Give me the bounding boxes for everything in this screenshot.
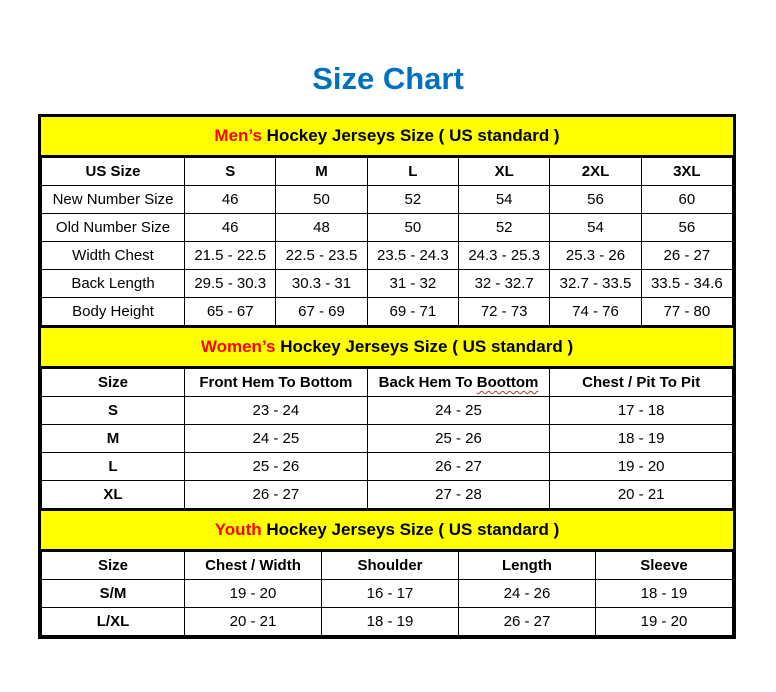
table-row xyxy=(42,214,733,242)
table-cell: 65 - 67 xyxy=(185,298,276,326)
size-chart-container xyxy=(38,114,736,639)
table-cell: 19 - 20 xyxy=(595,608,732,636)
table-row xyxy=(42,397,733,425)
table-cell: 26 - 27 xyxy=(367,453,550,481)
table-row xyxy=(42,608,733,636)
table-cell: 27 - 28 xyxy=(367,481,550,509)
column-header: Chest / Width xyxy=(185,552,322,580)
section-highlight-womens: Women’s xyxy=(200,337,276,357)
row-label: XL xyxy=(42,481,185,509)
section-womens xyxy=(41,326,733,509)
section-header-womens xyxy=(41,326,733,368)
table-cell: 18 - 19 xyxy=(595,580,732,608)
column-header: 2XL xyxy=(550,158,641,186)
column-header-row xyxy=(42,158,733,186)
table-cell: 60 xyxy=(641,186,732,214)
section-title-rest-youth: Hockey Jerseys Size ( US standard ) xyxy=(261,520,560,540)
table-cell: 24 - 25 xyxy=(367,397,550,425)
row-label: Old Number Size xyxy=(42,214,185,242)
section-header-mens xyxy=(41,117,733,157)
section-header-youth xyxy=(41,509,733,551)
column-header: Shoulder xyxy=(322,552,459,580)
table-cell: 19 - 20 xyxy=(185,580,322,608)
column-header: Size xyxy=(42,369,185,397)
table-row xyxy=(42,425,733,453)
mens-size-table xyxy=(41,157,733,326)
row-label: Width Chest xyxy=(42,242,185,270)
table-row xyxy=(42,186,733,214)
row-label: L/XL xyxy=(42,608,185,636)
section-title-rest-mens: Hockey Jerseys Size ( US standard ) xyxy=(261,126,560,146)
table-cell: 52 xyxy=(459,214,550,242)
table-cell: 48 xyxy=(276,214,367,242)
table-cell: 24.3 - 25.3 xyxy=(459,242,550,270)
table-row xyxy=(42,580,733,608)
table-cell: 23.5 - 24.3 xyxy=(367,242,458,270)
table-cell: 74 - 76 xyxy=(550,298,641,326)
section-mens xyxy=(41,117,733,326)
column-header: Front Hem To Bottom xyxy=(185,369,368,397)
table-cell: 33.5 - 34.6 xyxy=(641,270,732,298)
table-cell: 25 - 26 xyxy=(367,425,550,453)
table-cell: 30.3 - 31 xyxy=(276,270,367,298)
column-header: M xyxy=(276,158,367,186)
table-cell: 25 - 26 xyxy=(185,453,368,481)
table-cell: 56 xyxy=(550,186,641,214)
table-cell: 31 - 32 xyxy=(367,270,458,298)
table-cell: 23 - 24 xyxy=(185,397,368,425)
table-cell: 20 - 21 xyxy=(185,608,322,636)
column-header: Size xyxy=(42,552,185,580)
table-row xyxy=(42,481,733,509)
column-header-row xyxy=(42,552,733,580)
row-label: Back Length xyxy=(42,270,185,298)
column-header: 3XL xyxy=(641,158,732,186)
table-cell: 69 - 71 xyxy=(367,298,458,326)
row-label: S/M xyxy=(42,580,185,608)
table-cell: 26 - 27 xyxy=(641,242,732,270)
table-cell: 46 xyxy=(185,186,276,214)
row-label: Body Height xyxy=(42,298,185,326)
page-title: Size Chart xyxy=(312,61,464,96)
womens-size-table xyxy=(41,368,733,509)
section-youth xyxy=(41,509,733,636)
column-header: US Size xyxy=(42,158,185,186)
column-header: Back Hem To Boottom xyxy=(367,369,550,397)
column-header: Length xyxy=(459,552,596,580)
table-cell: 19 - 20 xyxy=(550,453,733,481)
column-header: XL xyxy=(459,158,550,186)
row-label: S xyxy=(42,397,185,425)
table-cell: 22.5 - 23.5 xyxy=(276,242,367,270)
column-header: Chest / Pit To Pit xyxy=(550,369,733,397)
table-cell: 26 - 27 xyxy=(459,608,596,636)
row-label: New Number Size xyxy=(42,186,185,214)
table-cell: 52 xyxy=(367,186,458,214)
row-label: M xyxy=(42,425,185,453)
column-header: Sleeve xyxy=(595,552,732,580)
section-highlight-mens: Men’s xyxy=(214,126,262,146)
youth-size-table xyxy=(41,551,733,636)
column-header: L xyxy=(367,158,458,186)
table-cell: 72 - 73 xyxy=(459,298,550,326)
table-row xyxy=(42,242,733,270)
table-cell: 18 - 19 xyxy=(550,425,733,453)
table-cell: 54 xyxy=(459,186,550,214)
table-row xyxy=(42,298,733,326)
section-title-rest-womens: Hockey Jerseys Size ( US standard ) xyxy=(275,337,574,357)
table-cell: 50 xyxy=(367,214,458,242)
table-cell: 32 - 32.7 xyxy=(459,270,550,298)
table-cell: 18 - 19 xyxy=(322,608,459,636)
table-cell: 17 - 18 xyxy=(550,397,733,425)
section-highlight-youth: Youth xyxy=(214,520,262,540)
table-cell: 46 xyxy=(185,214,276,242)
table-cell: 26 - 27 xyxy=(185,481,368,509)
table-cell: 29.5 - 30.3 xyxy=(185,270,276,298)
table-cell: 50 xyxy=(276,186,367,214)
table-cell: 25.3 - 26 xyxy=(550,242,641,270)
table-cell: 20 - 21 xyxy=(550,481,733,509)
table-cell: 67 - 69 xyxy=(276,298,367,326)
table-row xyxy=(42,270,733,298)
column-header-row xyxy=(42,369,733,397)
table-cell: 24 - 26 xyxy=(459,580,596,608)
table-cell: 77 - 80 xyxy=(641,298,732,326)
table-cell: 32.7 - 33.5 xyxy=(550,270,641,298)
table-cell: 54 xyxy=(550,214,641,242)
table-row xyxy=(42,453,733,481)
table-cell: 56 xyxy=(641,214,732,242)
table-cell: 16 - 17 xyxy=(322,580,459,608)
table-cell: 21.5 - 22.5 xyxy=(185,242,276,270)
row-label: L xyxy=(42,453,185,481)
misspelled-word: Boottom xyxy=(476,374,539,392)
column-header: S xyxy=(185,158,276,186)
table-cell: 24 - 25 xyxy=(185,425,368,453)
